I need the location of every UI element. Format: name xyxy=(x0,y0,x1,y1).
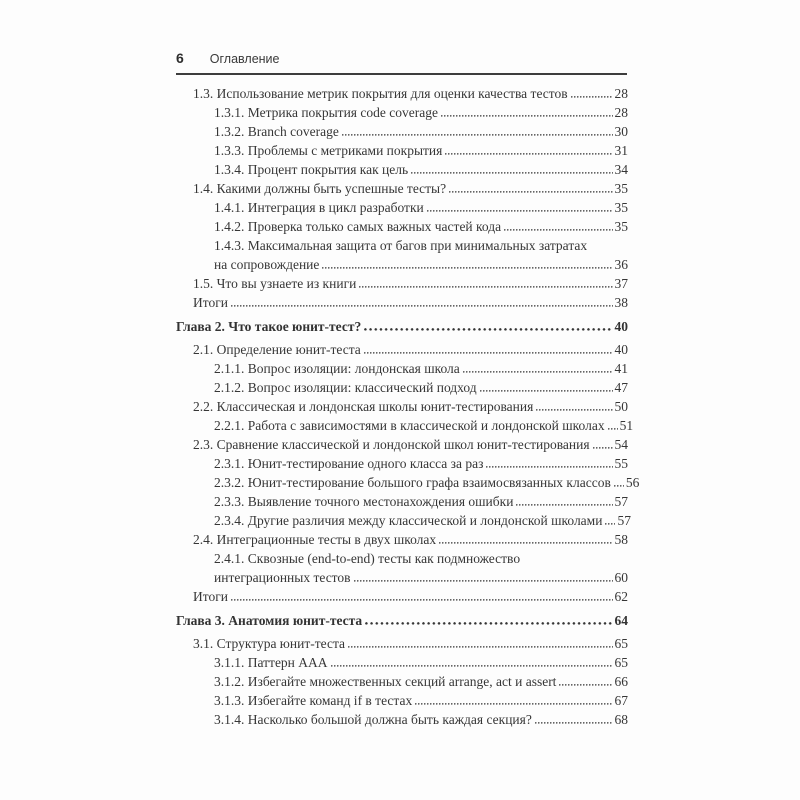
toc-page-number: 31 xyxy=(614,143,628,158)
toc-page-number: 35 xyxy=(614,181,628,196)
toc-entry xyxy=(176,691,628,710)
toc-entry xyxy=(176,160,628,179)
toc-list xyxy=(176,84,640,729)
dot-leader xyxy=(605,523,615,525)
toc-entry xyxy=(176,293,628,312)
toc-entry-text: интеграционных тестов xyxy=(214,570,351,585)
toc-entry xyxy=(176,653,628,672)
toc-page-number: 51 xyxy=(619,418,634,433)
dot-leader xyxy=(342,134,613,136)
dot-leader xyxy=(504,229,612,231)
dot-leader xyxy=(614,485,624,487)
toc-entry-text: Глава 3. Анатомия юнит-теста xyxy=(176,613,363,628)
toc-entry xyxy=(176,179,628,198)
toc-page-number: 38 xyxy=(614,295,628,310)
toc-entry-text: 2.3.1. Юнит-тестирование одного класса за раз xyxy=(214,456,484,471)
toc-entry xyxy=(176,672,628,691)
toc-page-number: 41 xyxy=(614,361,628,376)
toc-page-number: 66 xyxy=(614,674,628,689)
toc-entry-text: 1.4.2. Проверка только самых важных частей кода xyxy=(214,219,502,234)
toc-entry-text: 1.4.1. Интеграция в цикл разработки xyxy=(214,200,424,215)
toc-entry-text: 1.3.4. Процент покрытия как цель xyxy=(214,162,409,177)
running-head-title: Оглавление xyxy=(209,52,280,66)
toc-entry-text: 2.1.2. Вопрос изоляции: классический подход xyxy=(214,380,477,395)
toc-entry-text: 2.1. Определение юнит-теста xyxy=(193,342,361,357)
toc-page-number: 35 xyxy=(614,200,628,215)
dot-leader xyxy=(354,580,613,582)
toc-entry-text: 2.1.1. Вопрос изоляции: лондонская школа xyxy=(214,361,460,376)
dot-leader xyxy=(359,286,612,288)
page-number-folio: 6 xyxy=(176,50,184,66)
toc-page-number: 64 xyxy=(614,613,628,628)
toc-entry xyxy=(176,255,628,274)
toc-entry-text: 1.3.1. Метрика покрытия code coverage xyxy=(214,105,438,120)
toc-page-number: 37 xyxy=(614,276,628,291)
toc-page-number: 28 xyxy=(614,105,628,120)
toc-entry xyxy=(176,435,628,454)
dot-leader xyxy=(480,390,613,392)
toc-entry-text: 2.4.1. Сквозные (end-to-end) тесты как подмножество xyxy=(214,551,521,566)
toc-entry xyxy=(176,473,640,492)
toc-entry xyxy=(176,340,628,359)
dot-leader xyxy=(348,646,612,648)
toc-page-number: 65 xyxy=(614,636,628,651)
toc-page-number: 68 xyxy=(614,712,628,727)
toc-entry xyxy=(176,141,628,160)
toc-entry-text: 1.4. Какими должны быть успешные тесты? xyxy=(193,181,447,196)
toc-entry-text: 3.1. Структура юнит-теста xyxy=(193,636,346,651)
toc-entry xyxy=(176,549,628,568)
dot-leader xyxy=(593,447,613,449)
toc-entry xyxy=(176,274,628,293)
dot-leader xyxy=(231,305,613,307)
toc-entry-text: 3.1.4. Насколько большой должна быть каждая секция? xyxy=(214,712,532,727)
toc-entry xyxy=(176,84,628,103)
dot-leader xyxy=(364,352,613,354)
dot-leader xyxy=(449,191,612,193)
toc-entry-text: 2.3.3. Выявление точного местонахождения ошибки xyxy=(214,494,514,509)
toc-page-number: 34 xyxy=(614,162,628,177)
dot-leader xyxy=(365,622,612,625)
dot-leader xyxy=(322,267,612,269)
toc-entry-text: Итоги xyxy=(193,295,228,310)
toc-page-number: 62 xyxy=(614,589,628,604)
dot-leader xyxy=(571,96,613,98)
dot-leader xyxy=(516,504,612,506)
toc-entry xyxy=(176,198,628,217)
toc-entry xyxy=(176,317,628,336)
dot-leader xyxy=(486,466,612,468)
toc-page-number: 36 xyxy=(614,257,628,272)
dot-leader xyxy=(439,542,612,544)
dot-leader xyxy=(608,428,618,430)
toc-page-number: 57 xyxy=(617,513,631,528)
dot-leader xyxy=(415,703,612,705)
toc-page-number: 30 xyxy=(614,124,628,139)
toc-page-number: 47 xyxy=(614,380,628,395)
toc-entry xyxy=(176,492,628,511)
toc-entry xyxy=(176,611,628,630)
toc-entry-text: 2.2. Классическая и лондонская школы юнит-тестирования xyxy=(193,399,534,414)
toc-entry-text: 2.3.4. Другие различия между классической и лондонской школами xyxy=(214,513,603,528)
dot-leader xyxy=(463,371,613,373)
toc-entry xyxy=(176,454,628,473)
toc-page-number: 28 xyxy=(614,86,628,101)
toc-page-number: 50 xyxy=(614,399,628,414)
dot-leader xyxy=(445,153,612,155)
toc-entry xyxy=(176,122,628,141)
dot-leader xyxy=(364,328,612,331)
dot-leader xyxy=(231,599,613,601)
toc-entry xyxy=(176,236,628,255)
toc-page-number: 35 xyxy=(614,219,628,234)
toc-entry xyxy=(176,530,628,549)
toc-page-number: 54 xyxy=(614,437,628,452)
toc-entry xyxy=(176,568,628,587)
toc-entry-text: 3.1.3. Избегайте команд if в тестах xyxy=(214,693,413,708)
toc-entry-text: 1.3. Использование метрик покрытия для оценки качества тестов xyxy=(193,86,568,101)
dot-leader xyxy=(536,409,612,411)
dot-leader xyxy=(427,210,613,212)
toc-entry xyxy=(176,710,628,729)
toc-entry xyxy=(176,397,628,416)
toc-entry-text: 3.1.2. Избегайте множественных секций arrange, act и assert xyxy=(214,674,557,689)
toc-entry-text: на сопровождение xyxy=(214,257,320,272)
toc-entry xyxy=(176,359,628,378)
toc-entry-text: 1.3.2. Branch coverage xyxy=(214,124,339,139)
toc-page-number: 56 xyxy=(625,475,640,490)
toc-entry-text: 1.4.3. Максимальная защита от багов при минимальных затратах xyxy=(214,238,588,253)
toc-page-number: 67 xyxy=(614,693,628,708)
toc-entry-text: 2.4. Интеграционные тесты в двух школах xyxy=(193,532,437,547)
page-header xyxy=(176,50,627,75)
toc-entry xyxy=(176,587,628,606)
toc-page-number: 40 xyxy=(614,319,628,334)
toc-entry-text: 1.5. Что вы узнаете из книги xyxy=(193,276,357,291)
toc-page-number: 40 xyxy=(614,342,628,357)
toc-entry-text: 2.2.1. Работа с зависимостями в классической и лондонской школах xyxy=(214,418,605,433)
toc-entry xyxy=(176,217,628,236)
toc-entry xyxy=(176,634,628,653)
toc-page-number: 60 xyxy=(614,570,628,585)
toc-page-number: 65 xyxy=(614,655,628,670)
toc-page-number: 57 xyxy=(614,494,628,509)
toc-entry-text: 2.3.2. Юнит-тестирование большого графа взаимосвязанных классов xyxy=(214,475,611,490)
toc-entry xyxy=(176,378,628,397)
dot-leader xyxy=(411,172,612,174)
toc-entry xyxy=(176,511,631,530)
toc-entry-text: 2.3. Сравнение классической и лондонской школ юнит-тестирования xyxy=(193,437,590,452)
toc-page-number: 55 xyxy=(614,456,628,471)
toc-entry-text: Глава 2. Что такое юнит-тест? xyxy=(176,319,362,334)
toc-entry-text: Итоги xyxy=(193,589,228,604)
toc-page-number: 58 xyxy=(614,532,628,547)
toc-entry-text: 3.1.1. Паттерн AAA xyxy=(214,655,328,670)
dot-leader xyxy=(535,722,613,724)
dot-leader xyxy=(559,684,612,686)
toc-entry xyxy=(176,103,628,122)
dot-leader xyxy=(441,115,613,117)
toc-entry xyxy=(176,416,634,435)
dot-leader xyxy=(331,665,613,667)
toc-entry-text: 1.3.3. Проблемы с метриками покрытия xyxy=(214,143,443,158)
